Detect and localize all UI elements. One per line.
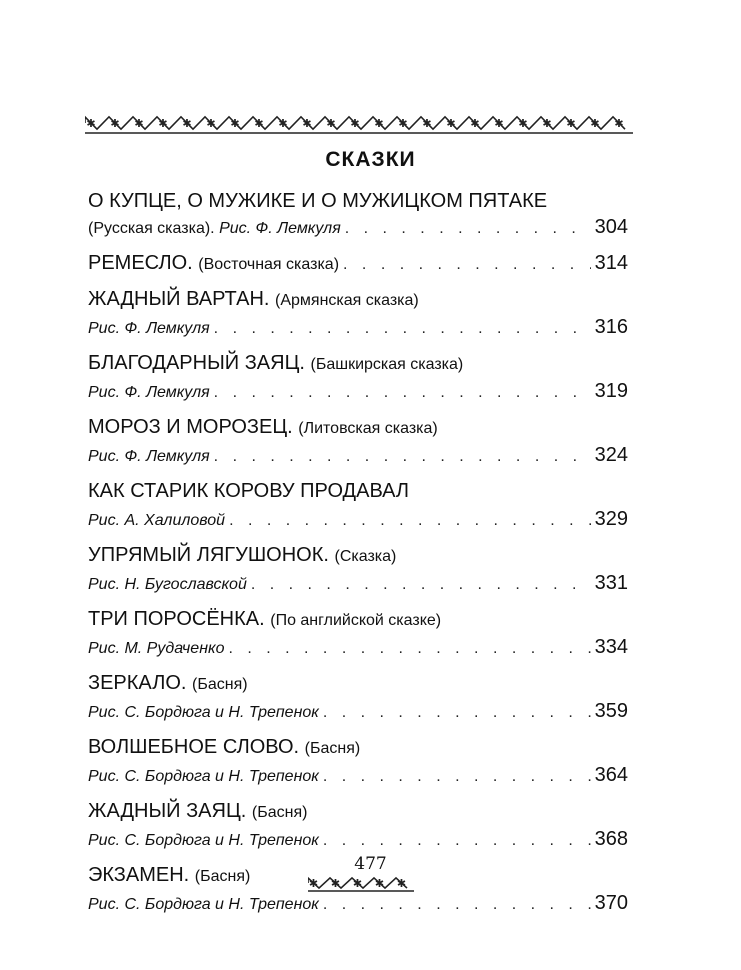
toc-entry	[88, 188, 628, 242]
entry-title: ТРИ ПОРОСЁНКА.	[88, 608, 265, 630]
entry-illustrator: Рис. Ф. Лемкуля	[219, 220, 341, 237]
top-ornament-border	[85, 112, 633, 134]
entry-credit-row	[88, 442, 628, 470]
ornament-star-icon: ✱	[494, 118, 504, 130]
ornament-star-icon: ✱	[518, 118, 528, 130]
entry-title: БЛАГОДАРНЫЙ ЗАЯЦ.	[88, 352, 305, 374]
entry-page-number: 329	[594, 508, 628, 530]
leader-dots	[323, 892, 591, 918]
entry-page-number: 319	[594, 380, 628, 402]
ornament-star-icon: ✱	[566, 118, 576, 130]
entry-page-number: 370	[594, 892, 628, 914]
entry-page-number: 331	[594, 572, 628, 594]
entry-credit-row	[88, 506, 628, 534]
toc-entry	[88, 542, 628, 598]
ornament-star-icon: ✱	[302, 118, 312, 130]
toc-entry	[88, 286, 628, 342]
leader-dots	[323, 700, 591, 726]
entry-illustrator: Рис. Ф. Лемкуля	[88, 448, 210, 465]
entry-credit-row	[88, 570, 628, 598]
entry-page-number: 324	[594, 444, 628, 466]
entry-title: О КУПЦЕ, О МУЖИКЕ И О МУЖИЦКОМ ПЯТАКЕ	[88, 190, 548, 212]
entry-credit-row	[88, 890, 628, 918]
entry-title: ЗЕРКАЛО.	[88, 672, 187, 694]
ornament-star-icon: ✱	[590, 118, 600, 130]
entry-note: (Басня)	[304, 740, 361, 757]
ornament-star-icon: ✱	[134, 118, 144, 130]
entry-note: (По английской сказке)	[270, 612, 442, 629]
entry-credit-row	[88, 698, 628, 726]
ornament-star-icon: ✱	[396, 878, 407, 890]
entry-credit-row	[88, 634, 628, 662]
leader-dots	[323, 828, 591, 854]
leader-dots	[229, 508, 591, 534]
ornament-star-icon: ✱	[330, 878, 341, 890]
leader-dots	[214, 444, 591, 470]
entry-title: МОРОЗ И МОРОЗЕЦ.	[88, 416, 293, 438]
entry-page-number: 364	[594, 764, 628, 786]
entry-title: УПРЯМЫЙ ЛЯГУШОНОК.	[88, 544, 329, 566]
ornament-star-icon: ✱	[326, 118, 336, 130]
toc-entry	[88, 250, 628, 278]
leader-dots	[323, 764, 591, 790]
leader-dots	[345, 216, 591, 242]
ornament-star-icon: ✱	[446, 118, 456, 130]
entry-credit-row	[88, 378, 628, 406]
toc-entry	[88, 606, 628, 662]
ornament-star-icon: ✱	[254, 118, 264, 130]
ornament-star-icon: ✱	[110, 118, 120, 130]
ornament-star-icon: ✱	[278, 118, 288, 130]
toc-entry	[88, 798, 628, 854]
ornament-star-icon: ✱	[542, 118, 552, 130]
entry-note: (Армянская сказка)	[275, 292, 419, 309]
table-of-contents	[88, 188, 628, 926]
ornament-star-icon: ✱	[398, 118, 408, 130]
ornament-star-icon: ✱	[308, 878, 319, 890]
entry-note: (Сказка)	[334, 548, 397, 565]
ornament-star-icon: ✱	[614, 118, 624, 130]
ornament-star-icon: ✱	[230, 118, 240, 130]
entry-row	[88, 250, 628, 278]
entry-illustrator: Рис. М. Рудаченко	[88, 640, 225, 657]
leader-dots	[228, 636, 590, 662]
entry-note: (Русская сказка).	[88, 220, 215, 237]
toc-entry	[88, 734, 628, 790]
entry-illustrator: Рис. С. Бордюга и Н. Трепенок	[88, 768, 319, 785]
entry-note: (Башкирская сказка)	[310, 356, 464, 373]
toc-entry	[88, 350, 628, 406]
ornament-star-icon: ✱	[374, 118, 384, 130]
entry-note: (Литовская сказка)	[298, 420, 438, 437]
entry-note: (Басня)	[192, 676, 248, 693]
section-title: СКАЗКИ	[325, 148, 416, 171]
leader-dots	[251, 572, 591, 598]
ornament-star-icon: ✱	[350, 118, 360, 130]
entry-credit-row	[88, 762, 628, 790]
entry-page-number: 316	[594, 316, 628, 338]
entry-note: (Восточная сказка)	[198, 256, 340, 273]
ornament-star-icon: ✱	[182, 118, 192, 130]
entry-page-number: 334	[594, 636, 628, 658]
entry-title: ЖАДНЫЙ ВАРТАН.	[88, 288, 270, 310]
bottom-ornament	[308, 874, 414, 892]
ornament-star-icon: ✱	[206, 118, 216, 130]
ornament-star-icon: ✱	[422, 118, 432, 130]
entry-credit-row	[88, 214, 628, 242]
leader-dots	[343, 252, 591, 278]
entry-illustrator: Рис. С. Бордюга и Н. Трепенок	[88, 896, 319, 913]
entry-title: РЕМЕСЛО.	[88, 252, 193, 274]
entry-page-number: 359	[594, 700, 628, 722]
entry-illustrator: Рис. С. Бордюга и Н. Трепенок	[88, 704, 319, 721]
entry-title: ЖАДНЫЙ ЗАЯЦ.	[88, 800, 247, 822]
entry-illustrator: Рис. Ф. Лемкуля	[88, 384, 210, 401]
entry-page-number: 368	[594, 828, 628, 850]
ornament-star-icon: ✱	[86, 118, 96, 130]
entry-title: ЭКЗАМЕН.	[88, 864, 190, 886]
entry-title: ВОЛШЕБНОЕ СЛОВО.	[88, 736, 300, 758]
entry-page-number: 314	[594, 252, 628, 274]
ornament-star-icon: ✱	[352, 878, 363, 890]
entry-note: (Басня)	[194, 868, 251, 885]
leader-dots	[214, 316, 591, 342]
entry-credit-row	[88, 826, 628, 854]
ornament-star-icon: ✱	[158, 118, 168, 130]
entry-title: КАК СТАРИК КОРОВУ ПРОДАВАЛ	[88, 480, 410, 502]
toc-entry	[88, 670, 628, 726]
entry-illustrator: Рис. С. Бордюга и Н. Трепенок	[88, 832, 319, 849]
leader-dots	[214, 380, 591, 406]
page-number: 477	[354, 854, 387, 874]
toc-entry	[88, 478, 628, 534]
entry-note: (Басня)	[251, 804, 308, 821]
entry-credit-row	[88, 314, 628, 342]
entry-illustrator: Рис. А. Халиловой	[88, 512, 226, 529]
ornament-star-icon: ✱	[374, 878, 385, 890]
entry-page-number: 304	[594, 216, 628, 238]
ornament-star-icon: ✱	[470, 118, 480, 130]
entry-illustrator: Рис. Ф. Лемкуля	[88, 320, 210, 337]
entry-illustrator: Рис. Н. Бугославской	[88, 576, 247, 593]
toc-entry	[88, 414, 628, 470]
